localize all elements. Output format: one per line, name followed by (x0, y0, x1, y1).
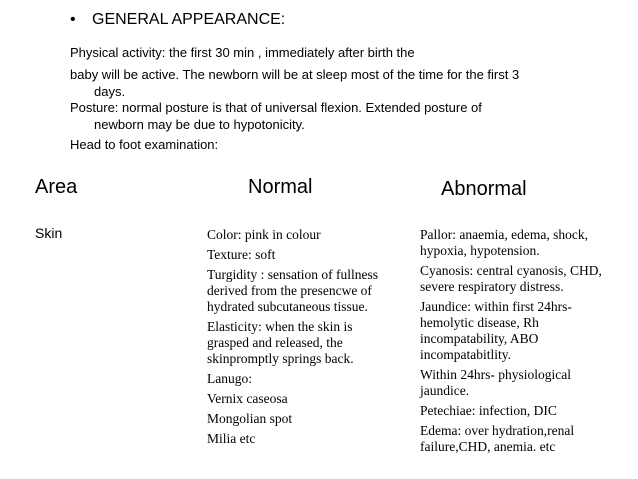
normal-lanugo: Lanugo: (207, 371, 252, 386)
physical-activity-line-1: Physical activity: the first 30 min , immediately after birth the (70, 45, 415, 60)
normal-elasticity (207, 319, 378, 367)
normal-milia: Milia etc (207, 431, 256, 446)
normal-vernix: Vernix caseosa (207, 391, 288, 406)
abnormal-within-line-1: Within 24hrs- physiological (420, 367, 571, 382)
posture-line-2: newborn may be due to hypotonicity. (94, 117, 305, 132)
abnormal-jaundice-line-1: Jaundice: within first 24hrs- (420, 299, 572, 314)
abnormal-petechiae: Petechiae: infection, DIC (420, 403, 557, 418)
posture-line-1: Posture: normal posture is that of universal flexion. Extended posture of (70, 100, 482, 115)
column-header-area: Area (35, 176, 78, 198)
physical-activity-paragraph (70, 44, 519, 100)
abnormal-edema-line-2: failure,CHD, anemia. etc (420, 439, 556, 454)
column-header-abnormal: Abnormal (441, 178, 527, 200)
abnormal-jaundice-line-4: incompatabitlity. (420, 347, 511, 362)
abnormal-pallor (420, 227, 602, 259)
section-heading (70, 11, 285, 29)
abnormal-jaundice-line-3: incompatability, ABO (420, 331, 539, 346)
abnormal-edema-line-1: Edema: over hydration,renal (420, 423, 575, 438)
physical-activity-line-2: baby will be active. The newborn will be at sleep most of the time for the first 3 (70, 67, 520, 82)
abnormal-jaundice-line-2: hemolytic disease, Rh (420, 315, 539, 330)
abnormal-cyanosis-line-2: severe respiratory distress. (420, 279, 564, 294)
physical-activity-line-3: days. (94, 84, 126, 99)
normal-elasticity-line-2: grasped and released, the (207, 335, 343, 350)
column-header-normal: Normal (248, 176, 313, 198)
normal-cell-skin (207, 227, 378, 451)
normal-turgidity-line-2: derived from the presencwe of (207, 283, 372, 298)
abnormal-edema (420, 423, 602, 455)
normal-elasticity-line-3: skinpromptly springs back. (207, 351, 354, 366)
normal-texture: Texture: soft (207, 247, 276, 262)
normal-color: Color: pink in colour (207, 227, 321, 242)
abnormal-physiological-jaundice (420, 367, 602, 399)
bullet-glyph: • (70, 11, 76, 28)
abnormal-pallor-line-1: Pallor: anaemia, edema, shock, (420, 227, 588, 242)
head-to-foot-label: Head to foot examination: (70, 137, 219, 152)
abnormal-jaundice (420, 299, 602, 363)
normal-mongolian: Mongolian spot (207, 411, 293, 426)
abnormal-cyanosis (420, 263, 602, 295)
normal-turgidity-line-3: hydrated subcutaneous tissue. (207, 299, 368, 314)
abnormal-cell-skin (420, 227, 602, 459)
normal-elasticity-line-1: Elasticity: when the skin is (207, 319, 353, 334)
abnormal-pallor-line-2: hypoxia, hypotension. (420, 243, 540, 258)
normal-turgidity (207, 267, 378, 315)
posture-paragraph (70, 99, 482, 133)
area-cell-skin: Skin (35, 225, 63, 241)
abnormal-within-line-2: jaundice. (420, 383, 470, 398)
general-appearance-heading: GENERAL APPEARANCE: (92, 11, 286, 28)
abnormal-cyanosis-line-1: Cyanosis: central cyanosis, CHD, (420, 263, 602, 278)
normal-turgidity-line-1: Turgidity : sensation of fullness (207, 267, 379, 282)
